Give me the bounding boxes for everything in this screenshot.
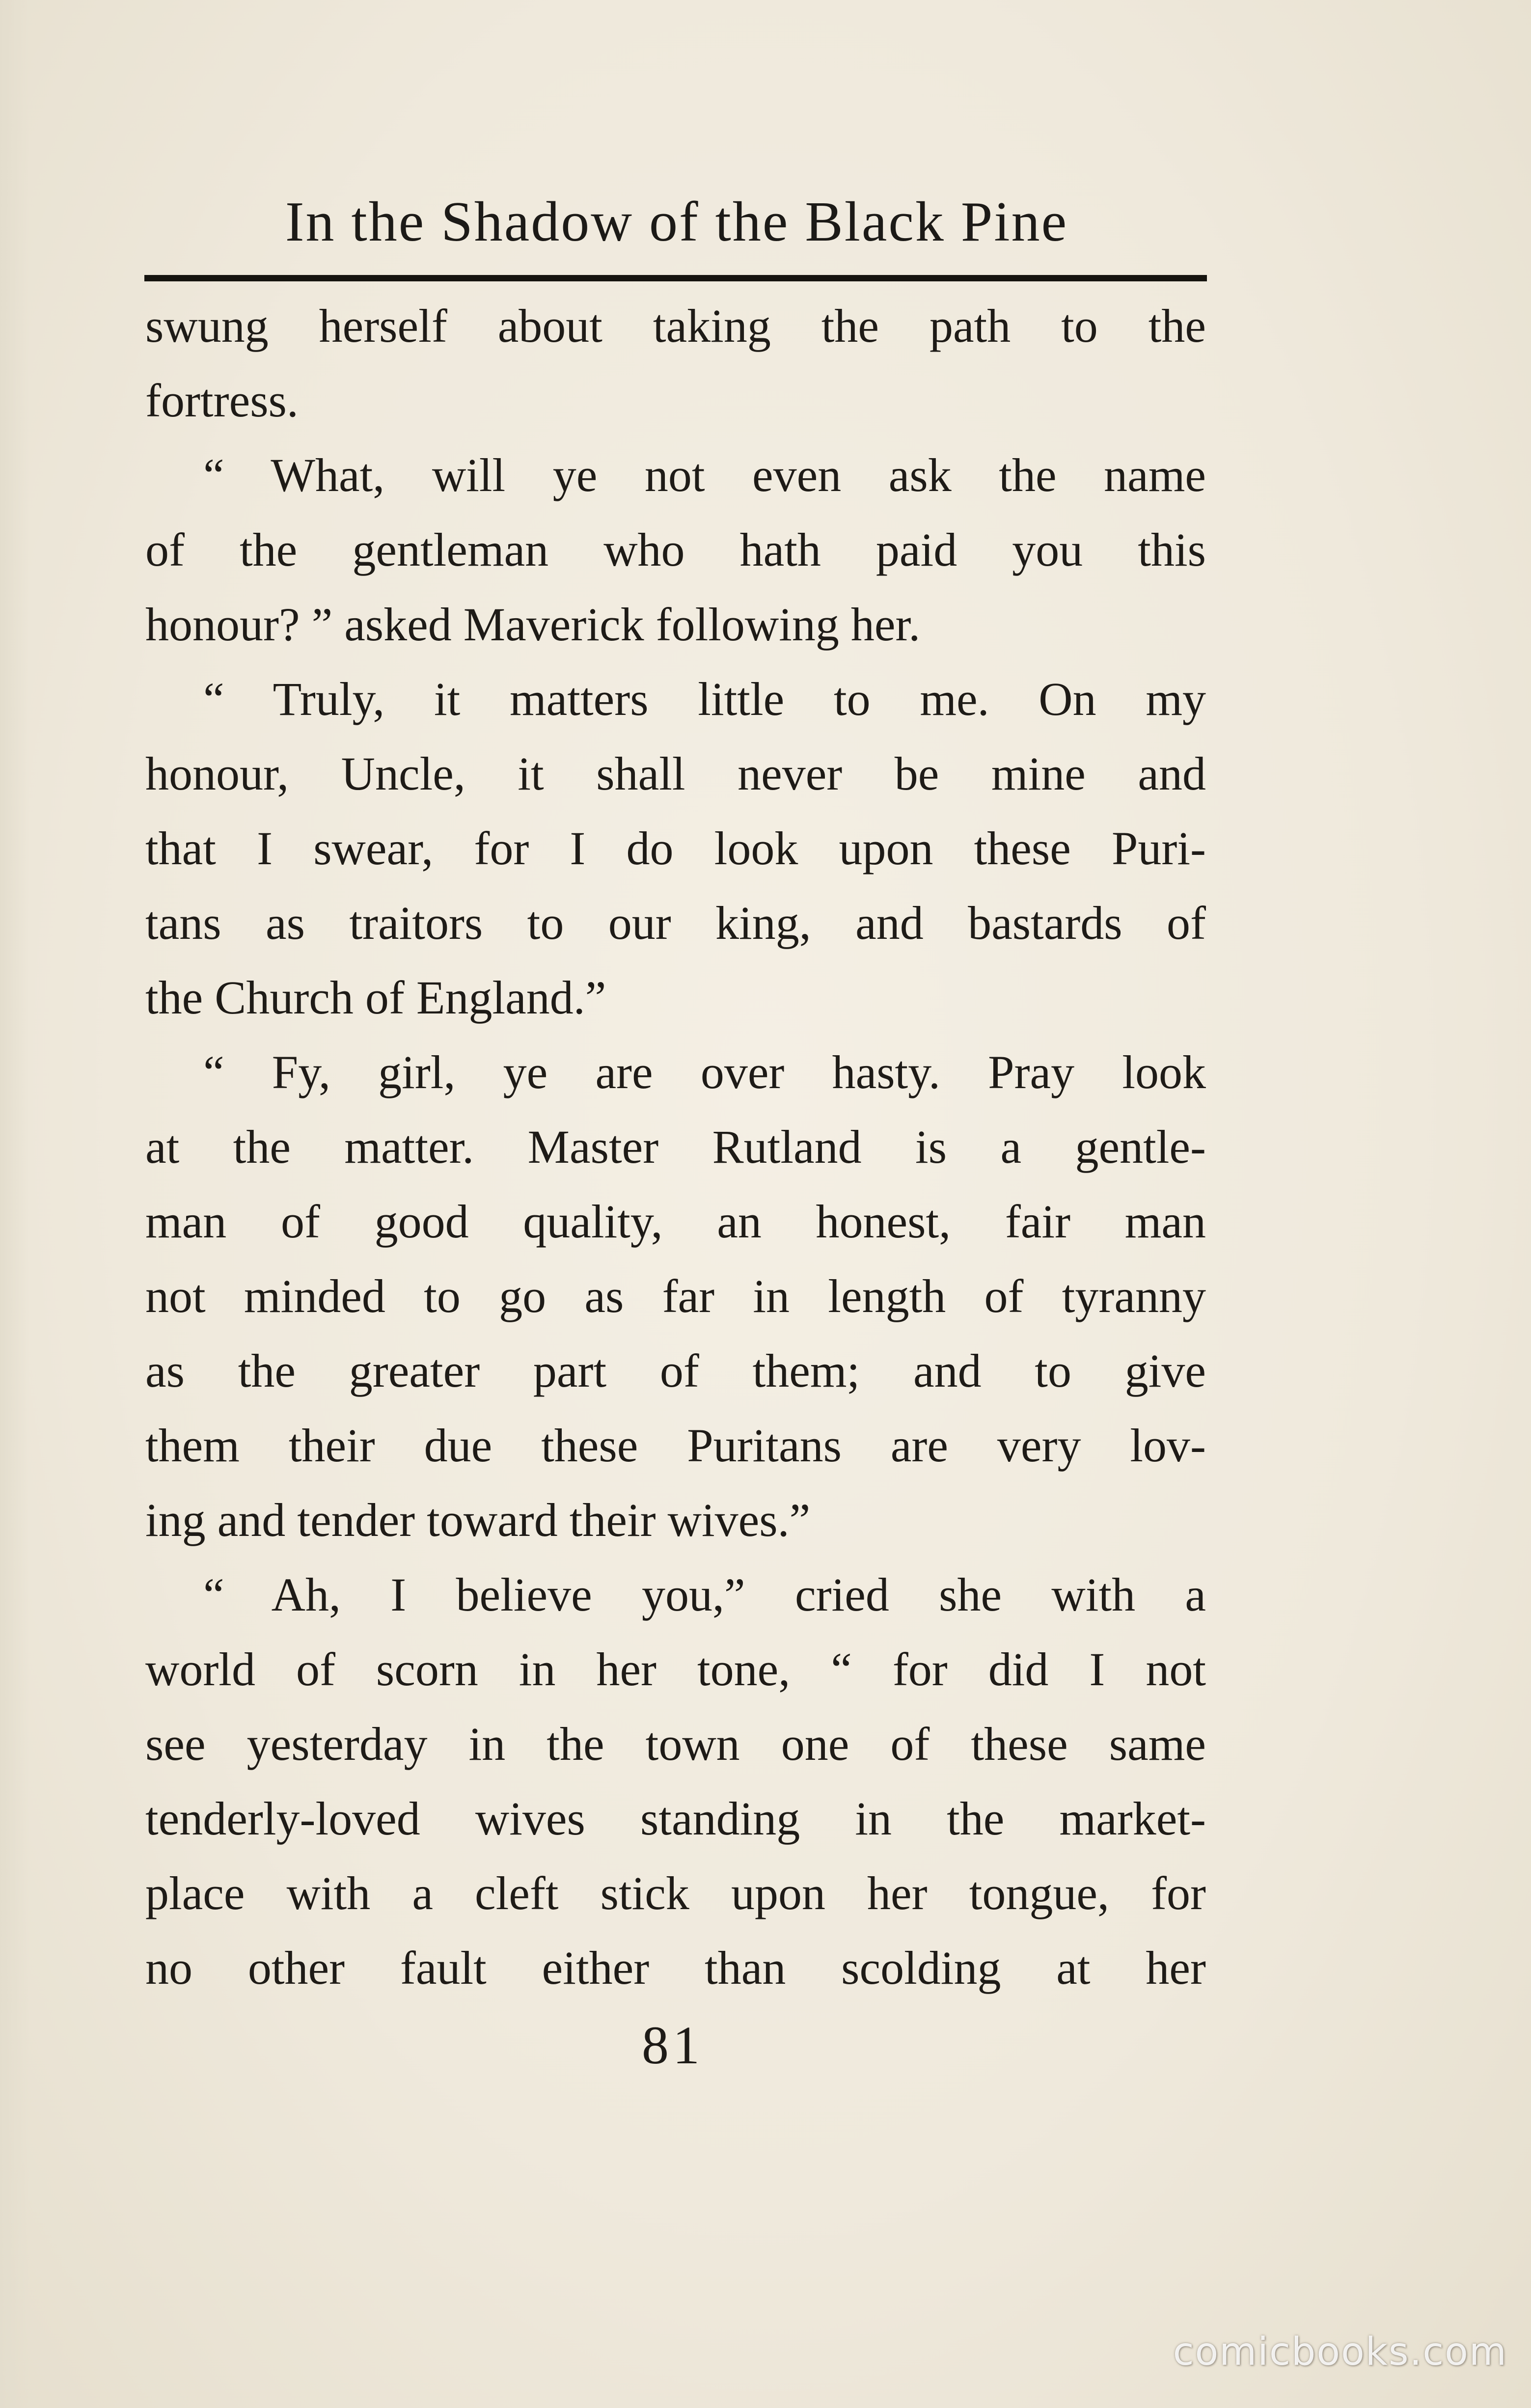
text-line: the Church of England.”	[145, 971, 606, 1024]
text-line: tans as traitors to our king, and bastards of	[145, 897, 1206, 949]
text-line: “ Fy, girl, ye are over hasty. Pray look	[203, 1046, 1206, 1098]
text-line: tenderly-loved wives standing in the market-	[145, 1792, 1206, 1845]
text-line: world of scorn in her tone, “ for did I not	[145, 1643, 1206, 1696]
text-line: not minded to go as far in length of tyranny	[145, 1270, 1206, 1322]
running-head: In the Shadow of the Black Pine	[285, 191, 1068, 253]
text-line: “ Ah, I believe you,” cried she with a	[203, 1568, 1206, 1621]
text-line: honour, Uncle, it shall never be mine and	[145, 747, 1206, 800]
text-line: no other fault either than scolding at her	[145, 1942, 1206, 1994]
header-rule	[144, 275, 1207, 281]
text-line: “ Truly, it matters little to me. On my	[203, 673, 1206, 725]
text-line: at the matter. Master Rutland is a gentle-	[145, 1121, 1206, 1173]
text-line: man of good quality, an honest, fair man	[145, 1195, 1206, 1248]
text-line: see yesterday in the town one of these same	[145, 1718, 1206, 1770]
text-line: honour? ” asked Maverick following her.	[145, 598, 921, 651]
watermark-logo: comicbooks.com	[1173, 2330, 1507, 2374]
text-line: as the greater part of them; and to give	[145, 1344, 1206, 1397]
page-number: 81	[642, 2015, 704, 2075]
page-edge-shadow	[0, 0, 29, 2408]
text-line: “ What, will ye not even ask the name	[203, 449, 1206, 501]
text-line: of the gentleman who hath paid you this	[145, 523, 1206, 576]
text-line: swung herself about taking the path to the	[145, 300, 1206, 352]
text-line: that I swear, for I do look upon these Puri-	[145, 822, 1206, 875]
text-line: fortress.	[145, 374, 299, 427]
text-line: ing and tender toward their wives.”	[145, 1494, 811, 1546]
text-line: them their due these Puritans are very lov-	[145, 1419, 1206, 1472]
text-line: place with a cleft stick upon her tongue, for	[145, 1867, 1206, 1919]
body-text	[145, 289, 1206, 2005]
